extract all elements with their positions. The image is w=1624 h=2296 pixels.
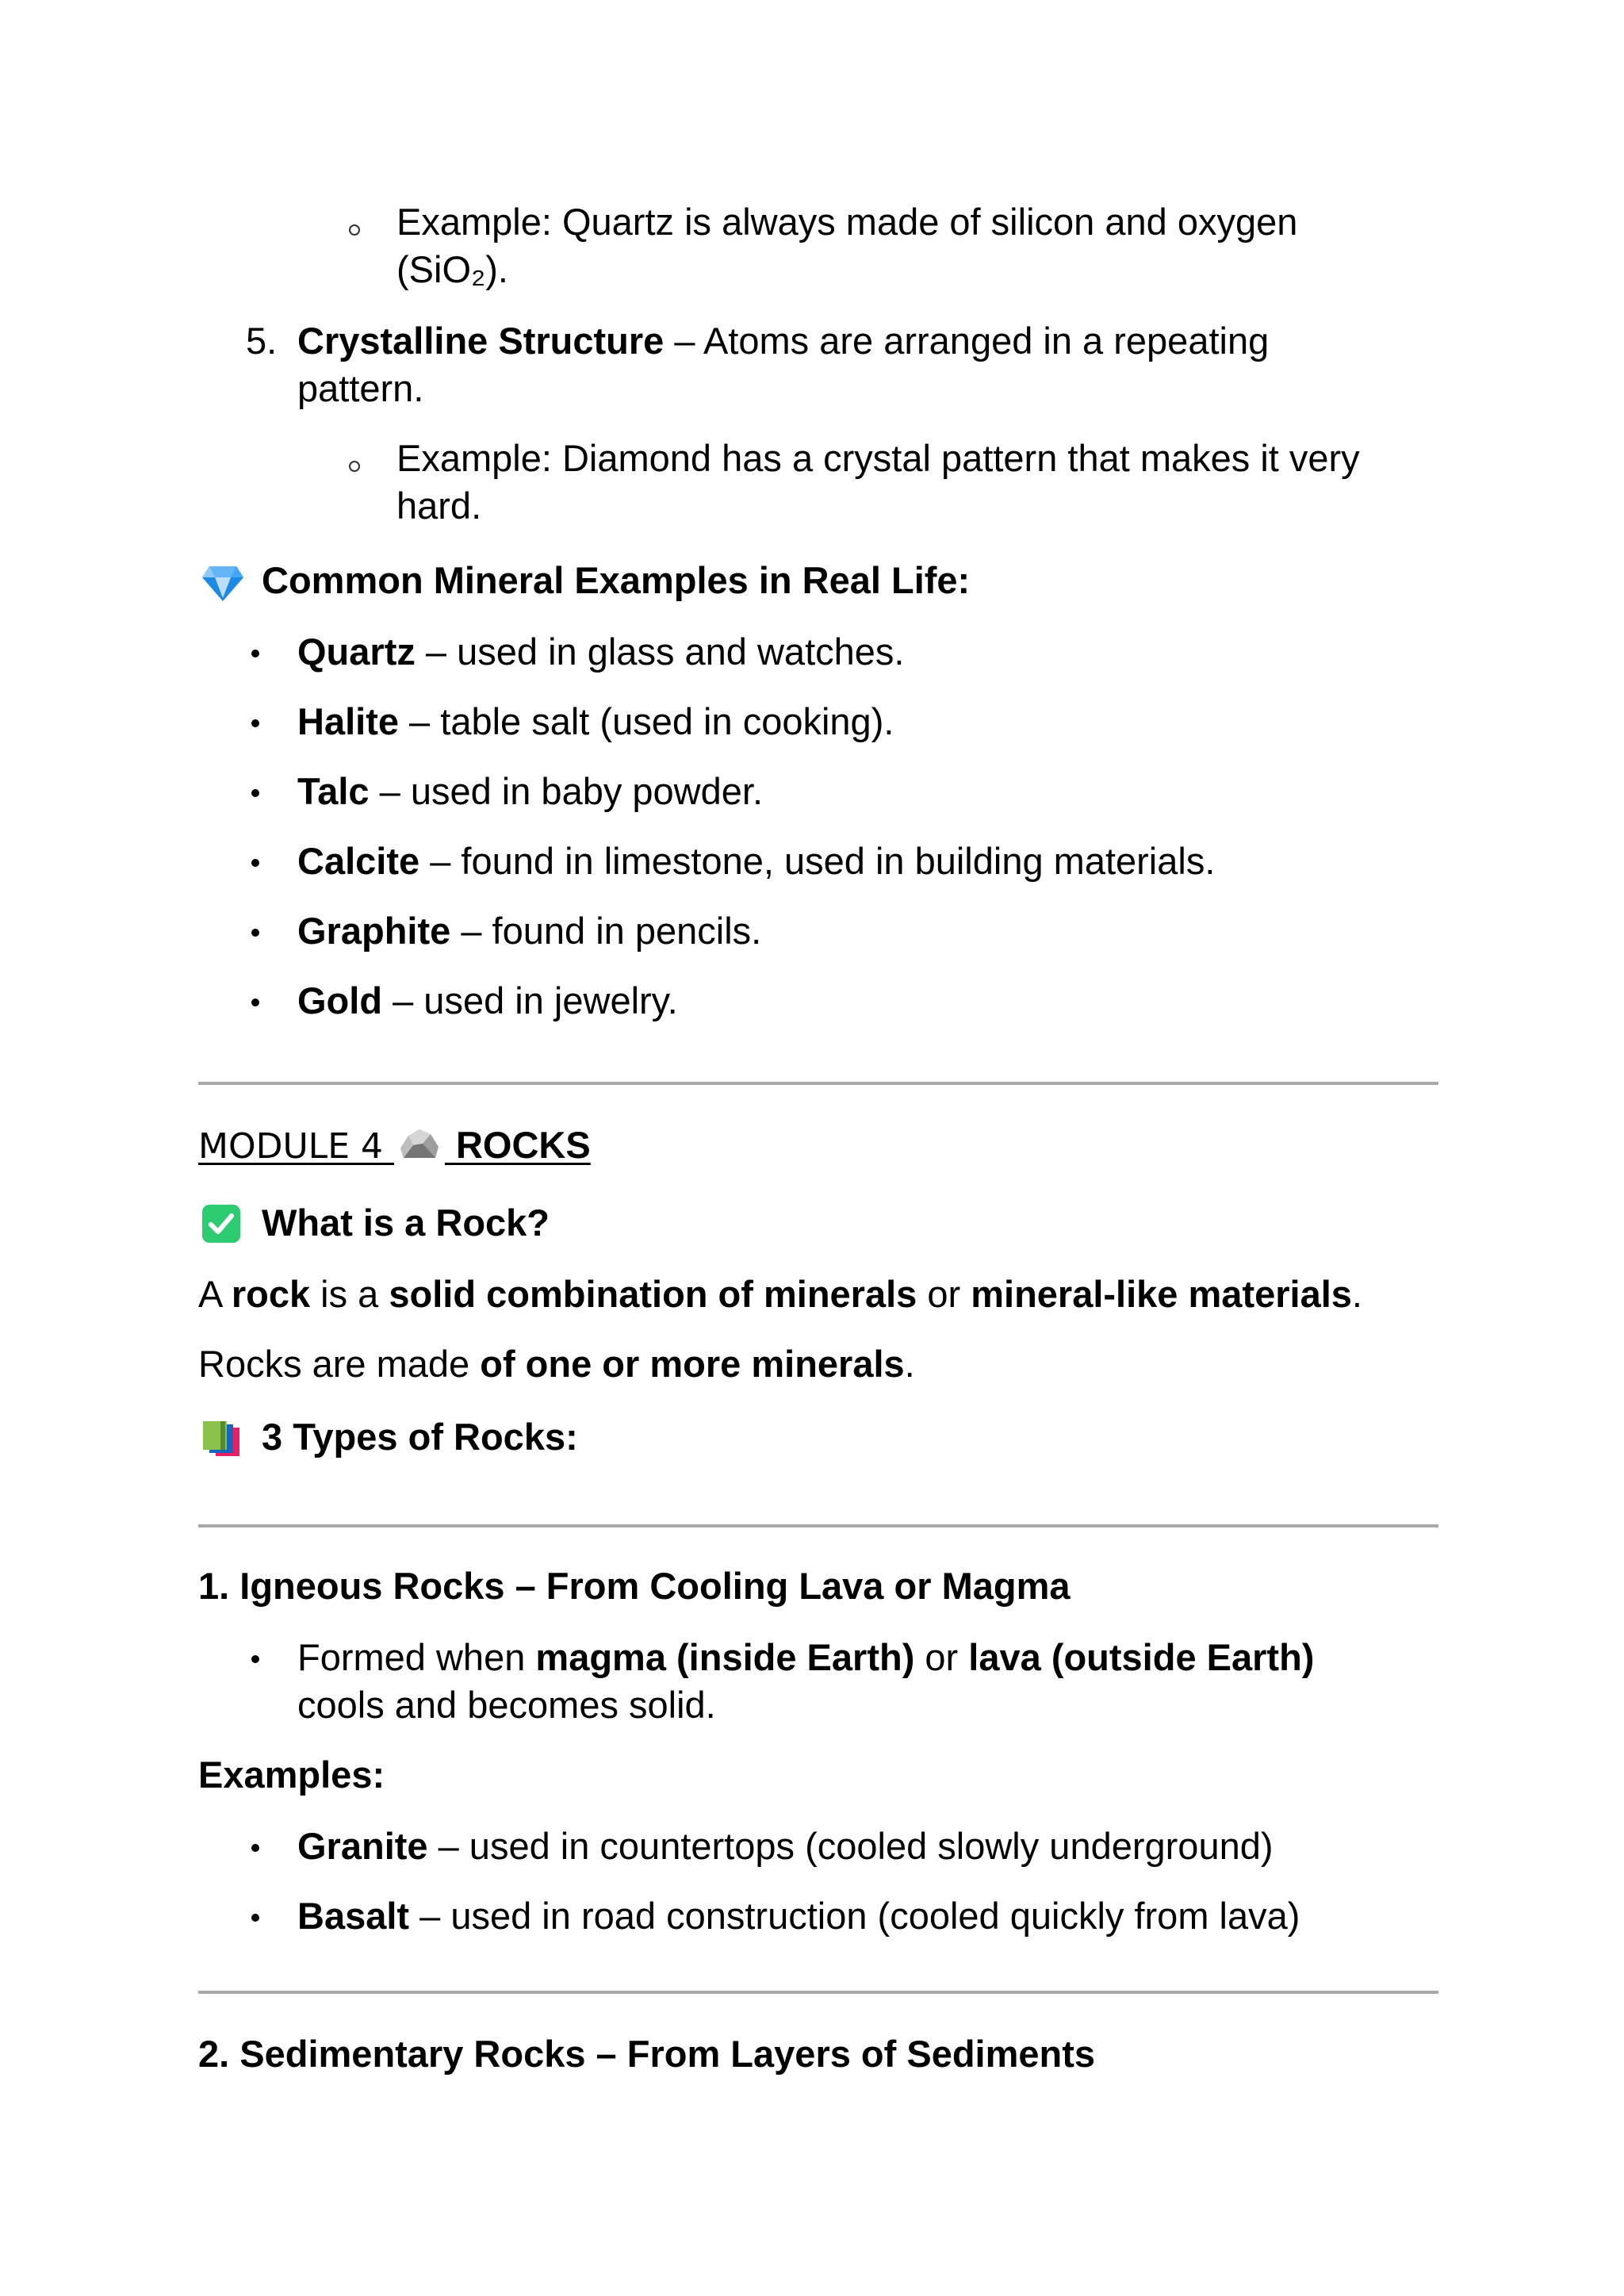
- crystalline-structure-item: [246, 317, 277, 365]
- section-divider: [198, 1082, 1438, 1085]
- section-divider: [198, 1524, 1438, 1527]
- formed-bold-lava: lava (outside Earth): [968, 1636, 1315, 1678]
- mineral-term: Talc: [297, 770, 370, 812]
- list-item: [297, 1823, 1274, 1870]
- what-is-rock-heading-text: What is a Rock?: [262, 1202, 550, 1244]
- bullet: [251, 859, 259, 867]
- diamond-example-line1: Example: Diamond has a crystal pattern that makes it very: [396, 437, 1360, 479]
- made-of-text: Rocks are made: [198, 1343, 481, 1385]
- mineral-desc: – found in limestone, used in building materials.: [419, 840, 1216, 882]
- igneous-heading: [198, 1562, 1071, 1610]
- list-number: 5.: [246, 320, 278, 362]
- sedimentary-heading: [198, 2030, 1095, 2078]
- list-item: [297, 977, 678, 1025]
- module-title: ROCKS: [455, 1124, 591, 1166]
- module-heading: [198, 1121, 591, 1171]
- common-minerals-heading-text: Common Mineral Examples in Real Life:: [262, 559, 971, 601]
- list-item: [297, 628, 904, 676]
- mineral-desc: – found in pencils.: [450, 910, 762, 952]
- list-item: [297, 907, 761, 955]
- def-bold-solid: solid combination of minerals: [389, 1273, 917, 1315]
- module-label: MODULE 4: [198, 1126, 383, 1167]
- section-divider: [198, 1991, 1438, 1994]
- gem-icon: [201, 565, 244, 603]
- diamond-example-line2: hard.: [396, 485, 482, 527]
- def-text: A: [198, 1273, 232, 1315]
- made-of-bold: of one or more minerals: [480, 1343, 905, 1385]
- made-of-text: .: [904, 1343, 915, 1385]
- bullet: [251, 789, 259, 797]
- def-text: is a: [310, 1273, 389, 1315]
- bullet: [251, 999, 259, 1006]
- examples-label-text: Examples:: [198, 1754, 385, 1796]
- list-item: [297, 838, 1215, 885]
- formed-bold-magma: magma (inside Earth): [535, 1636, 915, 1678]
- rock-made-of: [198, 1340, 915, 1388]
- bullet: [251, 650, 259, 657]
- def-bold-mineral-like: mineral-like materials: [971, 1273, 1352, 1315]
- rock-definition: [198, 1271, 1362, 1318]
- list-item: [297, 1892, 1300, 1940]
- quartz-example-line2: (SiO₂).: [396, 248, 508, 290]
- common-minerals-heading: [262, 557, 970, 604]
- mineral-term: Graphite: [297, 910, 451, 952]
- mineral-desc: – used in glass and watches.: [415, 631, 905, 673]
- crystalline-desc-line2: pattern.: [297, 367, 424, 409]
- mineral-desc: – used in jewelry.: [382, 979, 678, 1022]
- bullet: [251, 1914, 259, 1922]
- bullet: [251, 1844, 259, 1852]
- quartz-example: [396, 198, 1297, 293]
- sedimentary-heading-text: 2. Sedimentary Rocks – From Layers of Sediments: [198, 2033, 1096, 2075]
- mineral-term: Calcite: [297, 840, 420, 882]
- def-bold-rock: rock: [231, 1273, 311, 1315]
- mineral-desc: – used in baby powder.: [369, 770, 764, 812]
- bullet: [251, 929, 259, 937]
- rock-desc: – used in road construction (cooled quickly from lava): [409, 1895, 1300, 1937]
- rock-icon: [399, 1126, 440, 1163]
- list-item: [297, 768, 763, 815]
- what-is-rock-heading: [262, 1199, 550, 1247]
- igneous-formed: [297, 1634, 1314, 1729]
- books-icon: [201, 1420, 243, 1458]
- formed-text: Formed when: [297, 1636, 536, 1678]
- def-text: .: [1351, 1273, 1362, 1315]
- crystalline-desc: – Atoms are arranged in a repeating: [664, 320, 1270, 362]
- crystalline-structure-text: [297, 317, 1269, 412]
- mineral-term: Halite: [297, 700, 399, 742]
- quartz-example-line1: Example: Quartz is always made of silicon and oxygen: [396, 201, 1298, 243]
- sub-bullet: [349, 461, 360, 472]
- bullet: [251, 719, 259, 727]
- def-text: or: [917, 1273, 971, 1315]
- examples-label: [198, 1751, 385, 1799]
- rock-term: Basalt: [297, 1895, 410, 1937]
- igneous-heading-text: 1. Igneous Rocks – From Cooling Lava or Magma: [198, 1565, 1071, 1607]
- crystalline-term: Crystalline Structure: [297, 320, 665, 362]
- mineral-term: Quartz: [297, 631, 416, 673]
- sub-bullet: [349, 224, 360, 236]
- diamond-example: [396, 435, 1360, 530]
- list-item: [297, 698, 894, 746]
- rock-desc: – used in countertops (cooled slowly underground): [427, 1825, 1274, 1867]
- bullet: [251, 1655, 259, 1663]
- mineral-term: Gold: [297, 979, 383, 1022]
- types-heading: [262, 1413, 578, 1461]
- rock-term: Granite: [297, 1825, 428, 1867]
- mineral-desc: – table salt (used in cooking).: [399, 700, 894, 742]
- check-mark-button-icon: [201, 1204, 241, 1244]
- formed-line2: cools and becomes solid.: [297, 1684, 716, 1726]
- formed-text: or: [914, 1636, 969, 1678]
- types-heading-text: 3 Types of Rocks:: [262, 1416, 578, 1458]
